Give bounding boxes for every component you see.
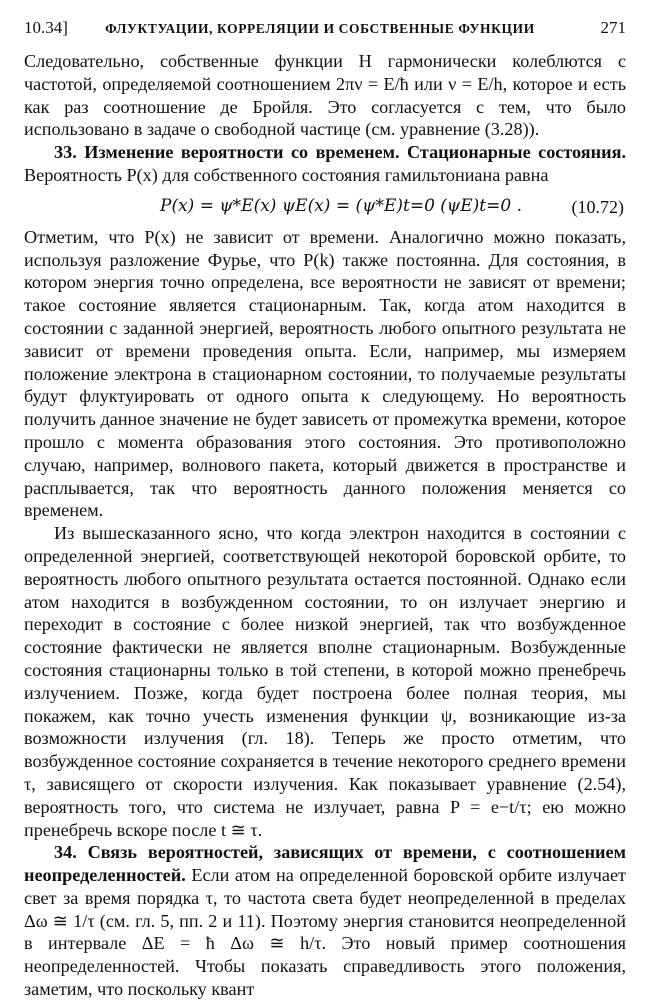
section-34-text: Если атом на определенной боровской орбите излучает свет за время порядка τ, то частота света будет неопределенной в пределах Δω ≅ 1/τ (см. гл. 5, пп. 2 и 11). Поэтому энергия становится неопределенной в интервале ΔE = ħ Δω ≅ h/τ. Это новый пример соотношения неопределенностей. Чтобы показать справедливость этого положения, заметим, что поскольку квант <box>24 865 627 1000</box>
body-text <box>24 50 626 1001</box>
section-33-heading: 33. Изменение вероятности со временем. Стационарные состояния. <box>54 142 626 163</box>
section-33 <box>24 141 626 187</box>
equation-number: (10.72) <box>571 196 624 217</box>
paragraph-bohr-orbits: Из вышесказанного ясно, что когда электрон находится в состоянии с определенной энергией, соответствующей некоторой боровской орбите, то вероятность любого опытного результата остается постоянной. Однако если атом находится в возбужденном состоянии, то он излучает энергию и переходит в состояние с более низкой энергией, так что возбужденное состояние фактически не является вполне стационарным. Возбужденные состояния стационарны только в той степени, в которой можно пренебречь излучением. Позже, когда будет построена более полная теория, мы покажем, как точно учесть изменения функции ψ, возникающие из-за возможности излучения (гл. 18). Теперь же просто отметим, что возбужденное состояние сохраняется в течение некоторого среднего времени τ, зависящего от скорости излучения. Как показывает уравнение (2.54), вероятность того, что система не излучает, равна P = e−t/τ; ею можно пренебречь вскоре после t ≅ τ. <box>24 523 626 840</box>
paragraph-stationary: Отметим, что P(x) не зависит от времени. Аналогично можно показать, используя разложение Фурье, что P(k) также постоянна. Для состояния, в котором энергия точно определена, все вероятности не зависят от времени; такое состояние является стационарным. Так, когда атом находится в состоянии с заданной энергией, вероятность любого опытного результата не зависит от времени проведения опыта. Если, например, мы измеряем положение электрона в стационарном состоянии, то получаемые результаты будут флуктуировать от одного опыта к следующему. Но вероятность получить данное значение не будет зависеть от промежутка времени, которое прошло с момента образования этого состояния. Это противоположно случаю, например, волнового пакета, который движется в пространстве и расплывается, так что вероятность данного положения меняется со временем. <box>24 226 626 521</box>
section-34-heading: 34. Связь вероятностей, зависящих от времени, с соотношением неопределенностей. <box>24 842 626 886</box>
intro-paragraph: Следовательно, собственные функции H гармонически колеблются с частотой, определяемой соотношением 2πν = E/ħ или ν = E/h, которое и есть как раз соотношение де Бройля. Это согласуется с тем, что было использовано в задаче о свободной частице (см. уравнение (3.28)). <box>24 51 626 140</box>
running-header <box>24 16 626 50</box>
equation-expression: P(x) = ψ*E(x) ψE(x) = (ψ*E)t=0 (ψE)t=0 . <box>160 195 522 216</box>
section-34 <box>24 841 626 1001</box>
section-reference: 10.34] <box>24 18 68 37</box>
section-33-lead: Вероятность P(x) для собственного состояния гамильтониана равна <box>24 164 549 185</box>
page-number: 271 <box>600 18 626 37</box>
equation-10-72 <box>24 190 626 226</box>
running-title: ФЛУКТУАЦИИ, КОРРЕЛЯЦИИ И СОБСТВЕННЫЕ ФУНКЦИИ <box>105 21 535 36</box>
